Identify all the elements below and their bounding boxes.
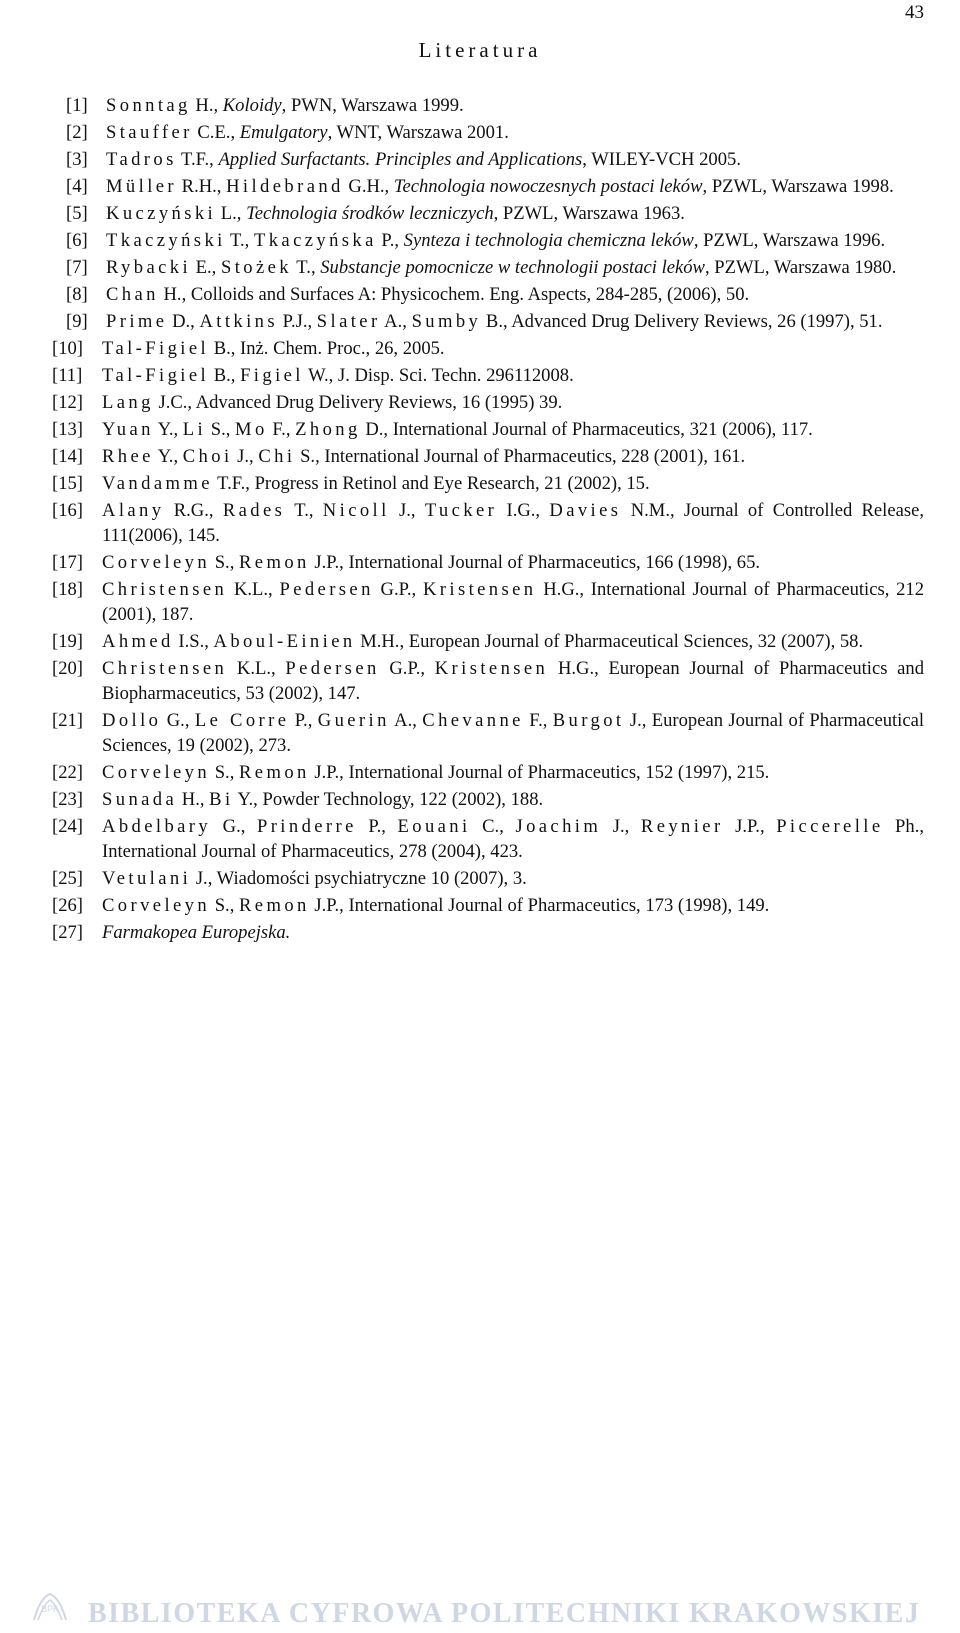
work-title: Emulgatory: [239, 122, 328, 143]
reference-text: J.P.,: [723, 816, 777, 837]
author-name: Tkaczyńska: [253, 230, 377, 251]
author-name: Vetulani: [102, 868, 192, 889]
reference-text: , WILEY-VCH 2005.: [582, 149, 741, 170]
reference-number: [9]: [66, 311, 88, 332]
reference-item: [52, 336, 924, 361]
author-name: Li: [182, 419, 207, 440]
reference-text: H.,: [190, 95, 223, 116]
reference-number: [19]: [52, 631, 83, 652]
author-name: Christensen: [102, 579, 228, 600]
reference-text: T.,: [225, 230, 254, 251]
reference-text: P.,: [376, 230, 404, 251]
work-title: Koloidy: [222, 95, 282, 116]
reference-text: J.,: [601, 816, 641, 837]
reference-text: A.,: [389, 710, 423, 731]
reference-text: H.,: [177, 789, 210, 810]
reference-item: [52, 787, 924, 812]
reference-text: G.,: [211, 816, 257, 837]
reference-text: S.,: [210, 762, 239, 783]
reference-item: [52, 363, 924, 388]
reference-text: I.G.,: [497, 500, 550, 521]
reference-text: A.,: [380, 311, 412, 332]
author-name: Kristensen: [422, 579, 537, 600]
author-name: Attkins: [199, 311, 279, 332]
reference-number: [25]: [52, 868, 83, 889]
reference-number: [24]: [52, 816, 83, 837]
author-name: Mo: [235, 419, 268, 440]
author-name: Corveleyn: [102, 552, 211, 573]
reference-item: [52, 866, 924, 891]
reference-item: [52, 760, 924, 785]
author-name: Lang: [102, 392, 154, 413]
author-name: Remon: [239, 762, 310, 783]
author-name: Rhee: [102, 446, 154, 467]
reference-number: [10]: [52, 338, 83, 359]
author-name: Stauffer: [106, 122, 193, 143]
reference-text: S.,: [210, 895, 239, 916]
reference-number: [3]: [66, 149, 88, 170]
reference-text: J.P., International Journal of Pharmaceutics, 173 (1998), 149.: [309, 895, 770, 916]
reference-text: R.H.,: [177, 176, 227, 197]
reference-item: [52, 93, 924, 118]
author-name: Remon: [239, 552, 310, 573]
author-name: Joachim: [515, 816, 602, 837]
reference-text: S.,: [210, 552, 239, 573]
reference-item: [52, 629, 924, 654]
author-name: Pedersen: [285, 658, 380, 679]
author-name: Rybacki: [106, 257, 192, 278]
author-name: Alany: [102, 500, 165, 521]
reference-text: G.,: [161, 710, 195, 731]
footer-watermark: [0, 1598, 960, 1628]
author-name: Abdelbary: [102, 816, 212, 837]
reference-text: E.,: [191, 257, 221, 278]
reference-number: [11]: [52, 365, 83, 386]
author-name: Tkaczyński: [106, 230, 226, 251]
reference-text: G.P.,: [379, 658, 435, 679]
reference-item: [52, 282, 924, 307]
reference-number: [5]: [66, 203, 88, 224]
author-name: Corveleyn: [102, 762, 211, 783]
reference-item: [52, 498, 924, 548]
reference-number: [12]: [52, 392, 83, 413]
work-title: Technologia środków leczniczych: [246, 203, 494, 224]
author-name: Burgot: [552, 710, 625, 731]
reference-text: B., Inż. Chem. Proc., 26, 2005.: [209, 338, 445, 359]
reference-item: [52, 444, 924, 469]
reference-text: K.L.,: [227, 579, 280, 600]
author-name: Tal-Figiel: [102, 338, 210, 359]
reference-number: [27]: [52, 922, 83, 943]
work-title: Farmakopea Europejska.: [102, 922, 291, 943]
reference-number: [13]: [52, 419, 83, 440]
author-name: Dollo: [102, 710, 162, 731]
reference-item: [52, 228, 924, 253]
reference-text: J.P., International Journal of Pharmaceutics, 152 (1997), 215.: [309, 762, 770, 783]
reference-number: [20]: [52, 658, 83, 679]
reference-text: N.M., Journal of Controlled Release, 111(2006), 145.: [102, 500, 924, 546]
reference-text: J., Wiadomości psychiatryczne 10 (2007), 3.: [191, 868, 527, 889]
reference-text: W., J. Disp. Sci. Techn. 296112008.: [303, 365, 574, 386]
reference-text: , PZWL, Warszawa 1998.: [702, 176, 894, 197]
author-name: Yuan: [102, 419, 154, 440]
author-name: Sumby: [411, 311, 482, 332]
reference-text: R.G.,: [164, 500, 223, 521]
author-name: Chan: [106, 284, 159, 305]
reference-item: [52, 174, 924, 199]
reference-text: F.,: [267, 419, 296, 440]
reference-number: [17]: [52, 552, 83, 573]
author-name: Chi: [258, 446, 296, 467]
reference-number: [7]: [66, 257, 88, 278]
reference-text: L.,: [216, 203, 247, 224]
reference-text: K.L.,: [227, 658, 286, 679]
author-name: Figiel: [240, 365, 304, 386]
reference-number: [16]: [52, 500, 83, 521]
logo-text: BPK: [40, 1604, 60, 1614]
reference-item: [52, 309, 924, 334]
reference-text: T.,: [285, 500, 323, 521]
reference-text: S.,: [206, 419, 236, 440]
author-name: Zhong: [295, 419, 361, 440]
reference-item: [52, 577, 924, 627]
author-name: Kristensen: [434, 658, 549, 679]
reference-text: , WNT, Warszawa 2001.: [327, 122, 509, 143]
reference-text: , PWN, Warszawa 1999.: [281, 95, 464, 116]
work-title: Synteza i technologia chemiczna leków: [403, 230, 694, 251]
reference-text: , PZWL, Warszawa 1963.: [493, 203, 685, 224]
reference-number: [18]: [52, 579, 83, 600]
author-name: Kuczyński: [106, 203, 217, 224]
author-name: Prinderre: [256, 816, 357, 837]
author-name: Choi: [182, 446, 233, 467]
reference-item: [52, 708, 924, 758]
author-name: Bi: [209, 789, 234, 810]
reference-item: [52, 550, 924, 575]
reference-text: B.,: [209, 365, 241, 386]
reference-text: T.,: [292, 257, 321, 278]
author-name: Vandamme: [102, 473, 213, 494]
reference-item: [52, 255, 924, 280]
reference-item: [52, 120, 924, 145]
reference-number: [22]: [52, 762, 83, 783]
author-name: Guerin: [317, 710, 390, 731]
author-name: Piccerelle: [776, 816, 884, 837]
footer-text: BIBLIOTEKA CYFROWA POLITECHNIKI KRAKOWSKIEJ: [88, 1598, 921, 1629]
work-title: Applied Surfactants. Principles and Applications: [218, 149, 583, 170]
reference-text: F.,: [523, 710, 553, 731]
author-name: Slater: [316, 311, 381, 332]
author-name: Tadros: [106, 149, 177, 170]
reference-text: D.,: [167, 311, 200, 332]
author-name: Chevanne: [422, 710, 524, 731]
reference-text: Ph., International Journal of Pharmaceutics, 278 (2004), 423.: [102, 816, 924, 862]
reference-text: P.,: [356, 816, 398, 837]
reference-item: [52, 471, 924, 496]
reference-text: Y.,: [153, 419, 183, 440]
author-name: Prime: [106, 311, 168, 332]
author-name: Eouani: [397, 816, 471, 837]
author-name: Corveleyn: [102, 895, 211, 916]
reference-text: J.C., Advanced Drug Delivery Reviews, 16 (1995) 39.: [153, 392, 563, 413]
reference-text: M.H., European Journal of Pharmaceutical Sciences, 32 (2007), 58.: [355, 631, 864, 652]
reference-number: [15]: [52, 473, 83, 494]
reference-item: [52, 893, 924, 918]
page-number: 43: [905, 2, 924, 23]
author-name: Ahmed: [102, 631, 174, 652]
reference-text: H., Colloids and Surfaces A: Physicochem. Eng. Aspects, 284-285, (2006), 50.: [158, 284, 750, 305]
author-name: Sunada: [102, 789, 178, 810]
author-name: Stożek: [220, 257, 292, 278]
author-name: Nicoll: [322, 500, 390, 521]
reference-text: I.S.,: [173, 631, 214, 652]
author-name: Rades: [222, 500, 286, 521]
author-name: Le Corre: [194, 710, 290, 731]
reference-text: J., European Journal of Pharmaceutical Sciences, 19 (2002), 273.: [102, 710, 924, 756]
reference-number: [2]: [66, 122, 88, 143]
reference-text: Y.,: [153, 446, 183, 467]
reference-text: Y., Powder Technology, 122 (2002), 188.: [233, 789, 544, 810]
reference-text: S., International Journal of Pharmaceutics, 228 (2001), 161.: [295, 446, 746, 467]
reference-text: C.E.,: [192, 122, 240, 143]
reference-text: G.H.,: [343, 176, 394, 197]
reference-text: , PZWL, Warszawa 1996.: [693, 230, 886, 251]
author-name: Pedersen: [279, 579, 374, 600]
work-title: Substancje pomocnicze w technologii postaci leków: [320, 257, 705, 278]
reference-list: [52, 93, 924, 947]
reference-number: [4]: [66, 176, 88, 197]
reference-number: [1]: [66, 95, 88, 116]
library-logo-icon: [30, 1590, 70, 1626]
reference-text: B., Advanced Drug Delivery Reviews, 26 (1997), 51.: [481, 311, 883, 332]
reference-text: J.,: [232, 446, 259, 467]
reference-text: H.G., European Journal of Pharmaceutics and Biopharmaceutics, 53 (2002), 147.: [102, 658, 925, 704]
reference-text: C.,: [470, 816, 516, 837]
reference-text: D., International Journal of Pharmaceutics, 321 (2006), 117.: [360, 419, 813, 440]
reference-text: G.P.,: [373, 579, 423, 600]
reference-text: P.J.,: [278, 311, 317, 332]
author-name: Tal-Figiel: [102, 365, 210, 386]
reference-text: , PZWL, Warszawa 1980.: [704, 257, 897, 278]
reference-item: [52, 147, 924, 172]
work-title: Technologia nowoczesnych postaci leków: [393, 176, 703, 197]
reference-text: T.F.,: [176, 149, 219, 170]
reference-number: [14]: [52, 446, 83, 467]
author-name: Christensen: [102, 658, 228, 679]
author-name: Davies: [549, 500, 622, 521]
author-name: Aboul-Einien: [213, 631, 356, 652]
reference-text: P.,: [289, 710, 318, 731]
author-name: Tucker: [424, 500, 498, 521]
reference-item: [52, 390, 924, 415]
reference-item: [52, 920, 924, 945]
reference-text: H.G., International Journal of Pharmaceutics, 212 (2001), 187.: [102, 579, 925, 625]
reference-text: J.P., International Journal of Pharmaceutics, 166 (1998), 65.: [309, 552, 761, 573]
reference-number: [6]: [66, 230, 88, 251]
reference-item: [52, 656, 924, 706]
reference-number: [8]: [66, 284, 88, 305]
reference-item: [52, 417, 924, 442]
reference-number: [23]: [52, 789, 83, 810]
author-name: Reynier: [640, 816, 724, 837]
reference-item: [52, 814, 924, 864]
author-name: Sonntag: [106, 95, 191, 116]
reference-number: [21]: [52, 710, 83, 731]
author-name: Müller: [106, 176, 178, 197]
author-name: Remon: [239, 895, 310, 916]
reference-text: J.,: [389, 500, 425, 521]
reference-number: [26]: [52, 895, 83, 916]
reference-item: [52, 201, 924, 226]
author-name: Hildebrand: [226, 176, 344, 197]
page-heading: Literatura: [418, 38, 542, 62]
reference-text: T.F., Progress in Retinol and Eye Research, 21 (2002), 15.: [212, 473, 650, 494]
